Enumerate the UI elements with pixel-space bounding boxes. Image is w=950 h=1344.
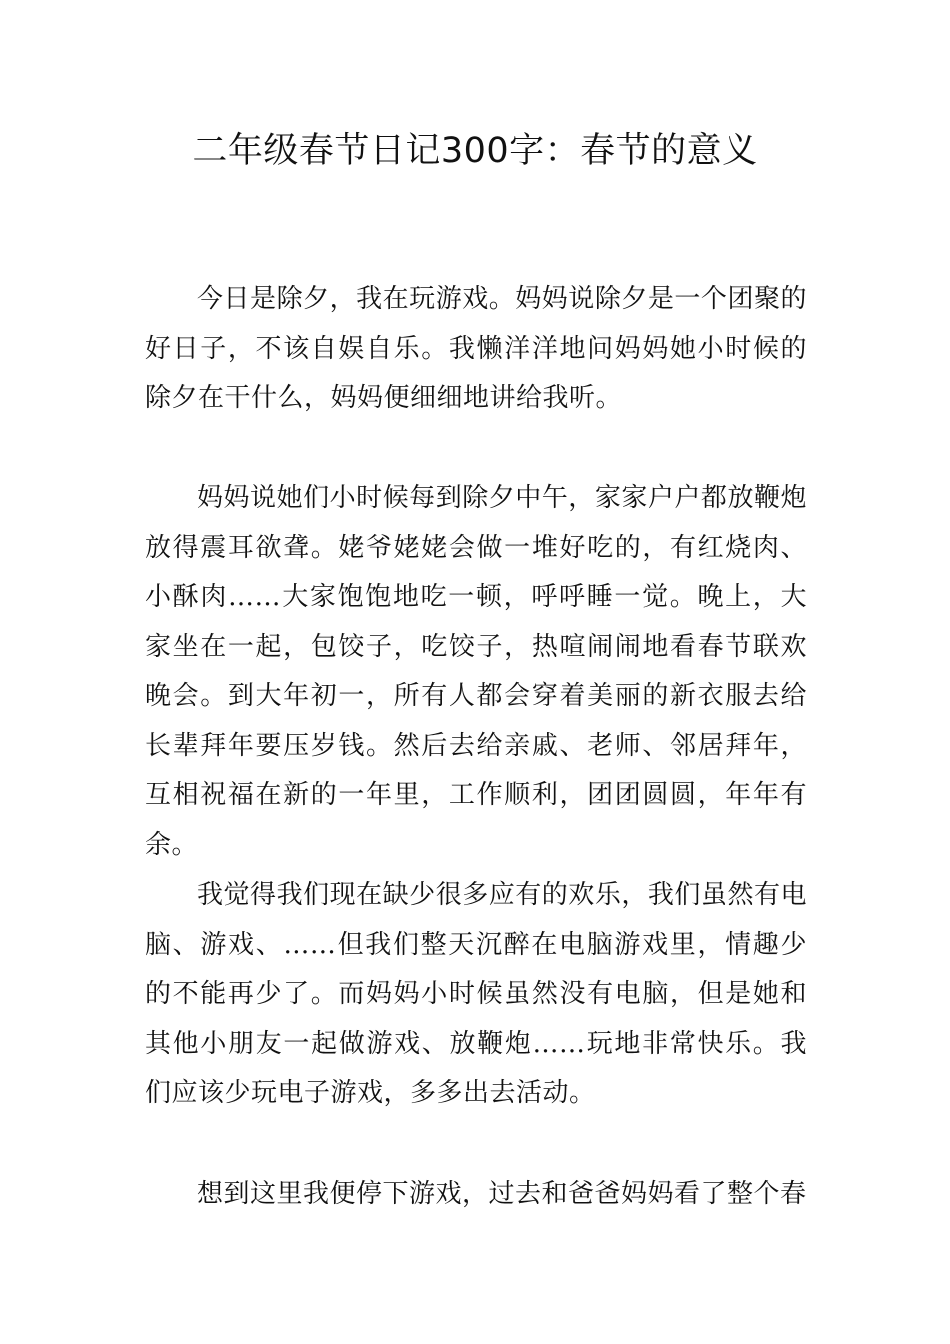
paragraph-2: 妈妈说她们小时候每到除夕中午，家家户户都放鞭炮放得震耳欲聋。姥爷姥姥会做一堆好吃的，有红烧肉、小酥肉……大家饱饱地吃一顿，呼呼睡一觉。晚上，大家坐在一起，包饺子，吃饺子，热喧闹闹地看春节联欢晚会。到大年初一，所有人都会穿着美丽的新衣服去给长辈拜年要压岁钱。然后去给亲戚、老师、邻居拜年，互相祝福在新的一年里，工作顺利，团团圆圆，年年有余。 [145,483,807,860]
document-title: 二年级春节日记300字：春节的意义 [192,131,758,171]
paragraph-3: 我觉得我们现在缺少很多应有的欢乐，我们虽然有电脑、游戏、……但我们整天沉醉在电脑游戏里，情趣少的不能再少了。而妈妈小时候虽然没有电脑，但是她和其他小朋友一起做游戏、放鞭炮……玩地非常快乐。我们应该少玩电子游戏，多多出去活动。 [145,880,807,1108]
paragraph-1: 今日是除夕，我在玩游戏。妈妈说除夕是一个团聚的好日子，不该自娱自乐。我懒洋洋地问妈妈她小时候的除夕在干什么，妈妈便细细地讲给我听。 [145,284,807,413]
paragraph-4: 想到这里我便停下游戏，过去和爸爸妈妈看了整个春 [197,1179,807,1209]
